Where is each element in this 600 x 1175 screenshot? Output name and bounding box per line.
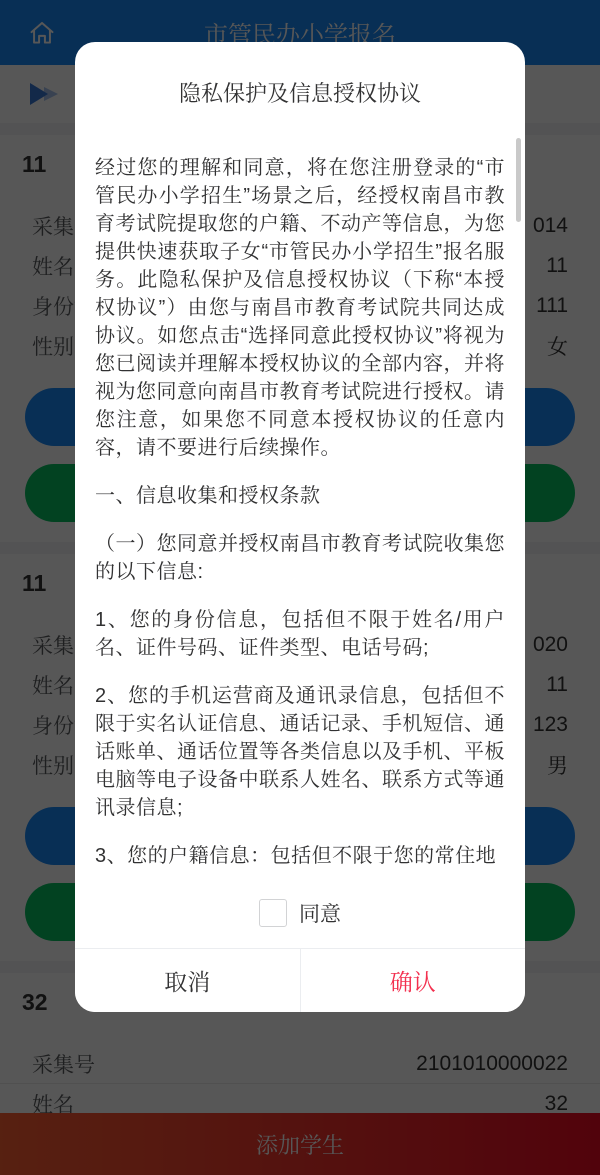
agree-checkbox[interactable] (259, 899, 287, 927)
agreement-section-heading: 一、信息收集和授权条款 (95, 485, 321, 507)
dialog-title: 隐私保护及信息授权协议 (178, 81, 421, 106)
privacy-agreement-dialog (75, 42, 525, 1012)
agreement-paragraph: 1、您的身份信息，包括但不限于姓名/用户名、证件号码、证件类型、电话号码; (95, 609, 505, 659)
dialog-footer (75, 948, 525, 1012)
agreement-paragraph: 2、您的手机运营商及通讯录信息，包括但不限于实名认证信息、通话记录、手机短信、通话账单、通话位置等各类信息以及手机、平板电脑等电子设备中联系人姓名、联系方式等通讯录信息; (95, 685, 505, 819)
agreement-paragraph: 3、您的户籍信息：包括但不限于您的常住地 (95, 845, 497, 867)
dialog-scrollbar-thumb[interactable] (516, 138, 521, 222)
confirm-button[interactable]: 确认 (300, 949, 526, 1012)
cancel-button[interactable]: 取消 (75, 949, 300, 1012)
agree-checkbox-row (75, 896, 525, 930)
agreement-text (75, 106, 525, 896)
agree-label[interactable]: 同意 (299, 903, 341, 926)
agreement-paragraph: 经过您的理解和同意，将在您注册登录的“市管民办小学招生”场景之后，经授权南昌市教育考试院提取您的户籍、不动产等信息，为您提供快速获取子女“市管民办小学招生”报名服务。此隐私保护及信息授权协议（下称“本授权协议”）由您与南昌市教育考试院共同达成协议。如您点击“选择同意此授权协议”将视为您已阅读并理解本授权协议的全部内容，并将视为您同意向南昌市教育考试院进行授权。请您注意，如果您不同意本授权协议的任意内容，请不要进行后续操作。 (95, 157, 505, 459)
agreement-paragraph: （一）您同意并授权南昌市教育考试院收集您的以下信息: (95, 533, 505, 583)
